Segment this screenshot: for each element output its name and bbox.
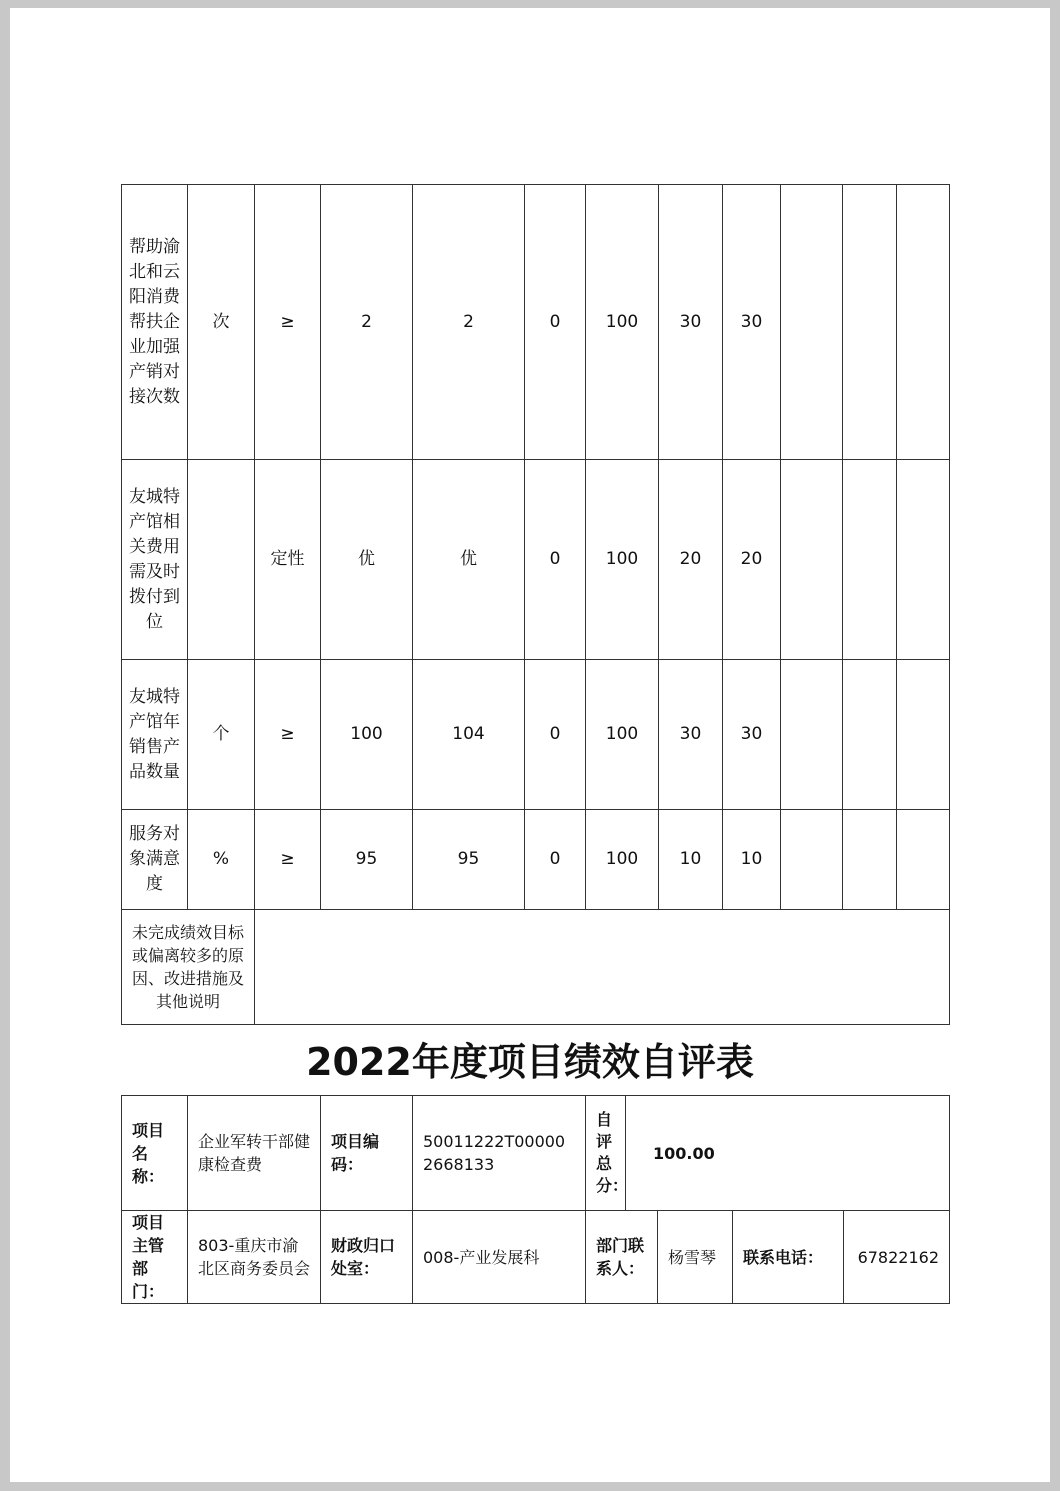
empty-cell — [843, 460, 897, 660]
indicator-weight: 30 — [659, 660, 723, 810]
indicator-name: 友城特产馆年销售产品数量 — [122, 660, 188, 810]
table-row — [122, 1096, 950, 1211]
table-row — [122, 660, 950, 810]
indicator-weight: 10 — [659, 810, 723, 910]
indicator-col7: 100 — [586, 810, 659, 910]
table-row — [122, 810, 950, 910]
document-page — [10, 8, 1050, 1482]
indicator-actual: 优 — [413, 460, 525, 660]
indicator-operator: 定性 — [255, 460, 321, 660]
indicator-unit: 个 — [188, 660, 255, 810]
office-value: 008-产业发展科 — [413, 1211, 586, 1304]
indicator-col6: 0 — [525, 810, 586, 910]
indicator-name: 服务对象满意度 — [122, 810, 188, 910]
contact-label: 部门联系人： — [586, 1211, 658, 1304]
indicator-name: 帮助渝北和云阳消费帮扶企业加强产销对接次数 — [122, 185, 188, 460]
empty-cell — [781, 460, 843, 660]
indicator-score: 30 — [723, 660, 781, 810]
office-label: 财政归口处室： — [321, 1211, 413, 1304]
table-row — [122, 1211, 950, 1304]
empty-cell — [781, 185, 843, 460]
dept-label: 项目主管部门： — [122, 1211, 188, 1304]
indicator-col7: 100 — [586, 185, 659, 460]
phone-label: 联系电话： — [733, 1211, 844, 1304]
indicator-operator: ≥ — [255, 810, 321, 910]
table-row — [122, 185, 950, 460]
indicator-actual: 2 — [413, 185, 525, 460]
note-label: 未完成绩效目标或偏离较多的原因、改进措施及其他说明 — [122, 910, 255, 1025]
indicator-unit: % — [188, 810, 255, 910]
indicator-col6: 0 — [525, 660, 586, 810]
indicator-target: 100 — [321, 660, 413, 810]
project-code-label: 项目编码： — [321, 1096, 413, 1211]
empty-cell — [897, 460, 950, 660]
empty-cell — [897, 660, 950, 810]
indicator-col7: 100 — [586, 460, 659, 660]
project-name-value: 企业军转干部健康检查费 — [188, 1096, 321, 1211]
table-row — [122, 460, 950, 660]
empty-cell — [897, 810, 950, 910]
indicator-actual: 104 — [413, 660, 525, 810]
indicator-weight: 20 — [659, 460, 723, 660]
indicator-table — [121, 184, 950, 1025]
indicator-unit: 次 — [188, 185, 255, 460]
indicator-target: 优 — [321, 460, 413, 660]
indicator-weight: 30 — [659, 185, 723, 460]
form-title: 2022年度项目绩效自评表 — [306, 1040, 754, 1084]
empty-cell — [781, 660, 843, 810]
project-info-table — [121, 1095, 950, 1304]
indicator-score: 30 — [723, 185, 781, 460]
indicator-col6: 0 — [525, 460, 586, 660]
empty-cell — [843, 660, 897, 810]
empty-cell — [781, 810, 843, 910]
empty-cell — [843, 185, 897, 460]
indicator-col6: 0 — [525, 185, 586, 460]
indicator-score: 20 — [723, 460, 781, 660]
indicator-operator: ≥ — [255, 660, 321, 810]
indicator-target: 2 — [321, 185, 413, 460]
indicator-col7: 100 — [586, 660, 659, 810]
indicator-unit — [188, 460, 255, 660]
contact-value: 杨雪琴 — [658, 1211, 733, 1304]
indicator-target: 95 — [321, 810, 413, 910]
project-code-value: 50011222T000002668133 — [413, 1096, 586, 1211]
empty-cell — [897, 185, 950, 460]
dept-value: 803-重庆市渝北区商务委员会 — [188, 1211, 321, 1304]
phone-value: 67822162 — [844, 1211, 950, 1304]
indicator-actual: 95 — [413, 810, 525, 910]
indicator-score: 10 — [723, 810, 781, 910]
self-score-label: 自评总分： — [586, 1096, 626, 1211]
empty-cell — [843, 810, 897, 910]
table-row-note — [122, 910, 950, 1025]
project-name-label: 项目名称： — [122, 1096, 188, 1211]
self-score-value: 100.00 — [626, 1096, 950, 1211]
note-value — [255, 910, 950, 1025]
indicator-name: 友城特产馆相关费用需及时拨付到位 — [122, 460, 188, 660]
indicator-operator: ≥ — [255, 185, 321, 460]
